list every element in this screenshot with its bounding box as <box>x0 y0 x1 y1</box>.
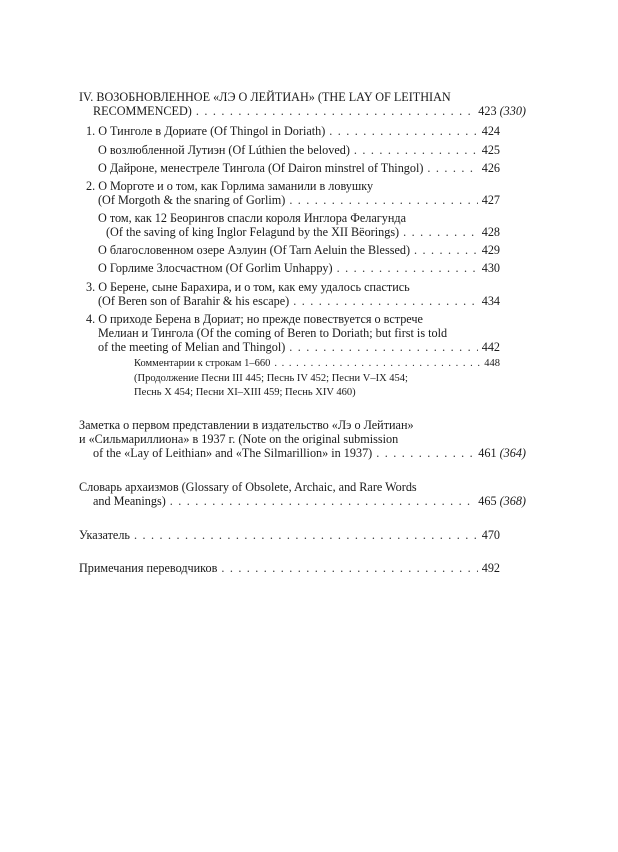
page-number: 492 <box>481 561 500 575</box>
dot-leader <box>289 193 477 208</box>
entry-title-line1: 2. О Морготе и о том, как Горлима заманили в ловушку <box>86 179 374 193</box>
entry-title: Указатель <box>79 528 130 542</box>
toc-entry-commentary[interactable] <box>134 357 500 370</box>
entry-title: of the «Lay of Leithian» and «The Silmarillion» in 1937) <box>93 446 373 460</box>
toc-entry-note[interactable] <box>93 446 526 461</box>
page-number: 427 <box>481 193 500 207</box>
dot-leader <box>427 161 477 176</box>
entry-title: Комментарии к строкам 1–660 <box>134 358 271 369</box>
dot-leader <box>414 243 478 258</box>
toc-entry[interactable] <box>98 143 500 158</box>
page-number: 426 <box>481 161 500 175</box>
dot-leader <box>329 124 477 139</box>
page-number: 442 <box>481 340 500 354</box>
dot-leader <box>337 261 478 276</box>
entry-title-line1: 4. О приходе Берена в Дориат; но прежде повествуется о встрече <box>86 312 423 326</box>
entry-title: Примечания переводчиков <box>79 561 218 575</box>
page-number: 465 <box>478 494 497 508</box>
entry-title: of the meeting of Melian and Thingol) <box>98 340 286 354</box>
page-number: 434 <box>481 294 500 308</box>
dot-leader <box>134 528 478 543</box>
dot-leader <box>376 446 474 461</box>
toc-entry-translators-notes[interactable] <box>79 561 500 576</box>
dot-leader <box>403 225 478 240</box>
note-line1: Заметка о первом представлении в издательство «Лэ о Лейтиан» <box>79 418 414 432</box>
page-number: 424 <box>481 124 500 138</box>
entry-title: О благословенном озере Аэлуин (Of Tarn Aeluin the Blessed) <box>98 243 411 257</box>
commentary-line3: Песнь X 454; Песни XI–XIII 459; Песнь XIV 460) <box>134 387 356 398</box>
toc-entry[interactable] <box>98 340 500 355</box>
glossary-line1: Словарь архаизмов (Glossary of Obsolete, Archaic, and Rare Words <box>79 480 417 494</box>
entry-title: and Meanings) <box>93 494 166 508</box>
dot-leader <box>221 561 477 576</box>
dot-leader <box>170 494 474 509</box>
page-number: 423 <box>478 104 497 118</box>
toc-entry[interactable] <box>86 124 500 139</box>
entry-title: (Of Beren son of Barahir & his escape) <box>98 294 290 308</box>
dot-leader <box>293 294 478 309</box>
page-number: 430 <box>481 261 500 275</box>
page-number: 461 <box>478 446 497 460</box>
alt-page-number: (330) <box>499 104 526 118</box>
toc-entry-section-iv[interactable] <box>93 104 526 119</box>
toc-entry[interactable] <box>98 243 500 258</box>
page-number: 428 <box>481 225 500 239</box>
page-number: 425 <box>481 143 500 157</box>
toc-entry[interactable] <box>106 225 500 240</box>
page-number: 429 <box>481 243 500 257</box>
toc-entry[interactable] <box>98 193 500 208</box>
toc-entry[interactable] <box>98 161 500 176</box>
entry-title-line2: Мелиан и Тингола (Of the coming of Beren to Doriath; but first is told <box>98 326 448 340</box>
commentary-line2: (Продолжение Песни III 445; Песнь IV 452; Песни V–IX 454; <box>134 373 408 384</box>
alt-page-number: (368) <box>499 494 526 508</box>
note-line2: и «Сильмариллиона» в 1937 г. (Note on the original submission <box>79 432 399 446</box>
entry-title: (Of the saving of king Inglor Felagund by the XII Bëorings) <box>106 225 400 239</box>
alt-page-number: (364) <box>499 446 526 460</box>
entry-title: О возлюбленной Лутиэн (Of Lúthien the beloved) <box>98 143 350 157</box>
section-iv-title-line1: IV. ВОЗОБНОВЛЕННОЕ «ЛЭ О ЛЕЙТИАН» (THE LAY OF LEITHIAN <box>79 90 451 104</box>
entry-title: О Горлиме Злосчастном (Of Gorlim Unhappy) <box>98 261 333 275</box>
entry-title: О Дайроне, менестреле Тингола (Of Dairon minstrel of Thingol) <box>98 161 424 175</box>
page-number: 448 <box>484 358 500 369</box>
toc-entry[interactable] <box>98 261 500 276</box>
dot-leader <box>289 340 477 355</box>
page-number: 470 <box>481 528 500 542</box>
toc-entry[interactable] <box>98 294 500 309</box>
dot-leader <box>354 143 478 158</box>
dot-leader <box>274 357 480 370</box>
entry-title: (Of Morgoth & the snaring of Gorlim) <box>98 193 286 207</box>
entry-title: 1. О Тинголе в Дориате (Of Thingol in Doriath) <box>86 124 326 138</box>
toc-entry-index[interactable] <box>79 528 500 543</box>
entry-title-line1: 3. О Берене, сыне Барахира, и о том, как ему удалось спастись <box>86 280 410 294</box>
dot-leader <box>196 104 474 119</box>
section-iv-title-line2: RECOMMENCED) <box>93 104 192 118</box>
entry-title-line1: О том, как 12 Беорингов спасли короля Инглора Фелагунда <box>98 211 406 225</box>
toc-entry-glossary[interactable] <box>93 494 526 509</box>
